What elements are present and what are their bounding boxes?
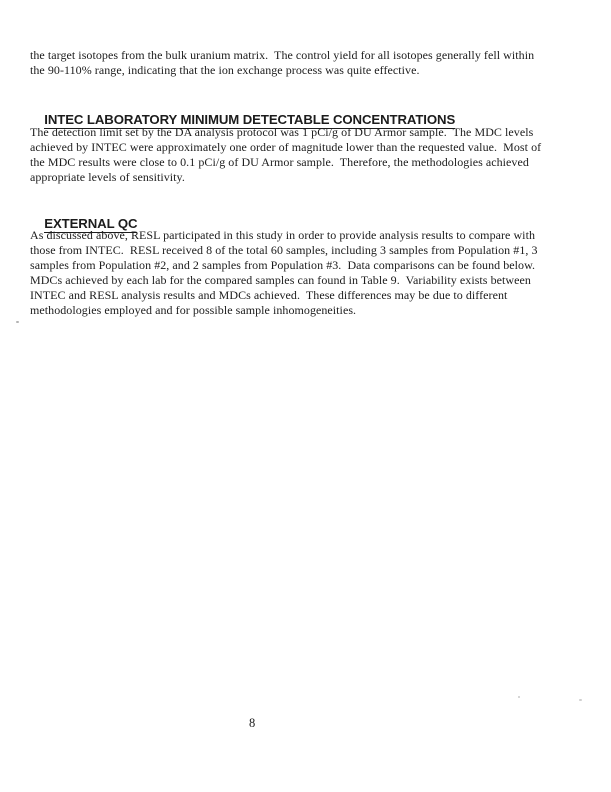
text-line: the target isotopes from the bulk uranium matrix. The control yield for all isotopes generally fell within <box>30 48 535 62</box>
text-line: the MDC results were close to 0.1 pCi/g of DU Armor sample. Therefore, the methodologies achieved <box>30 154 529 169</box>
paragraph-intro <box>30 48 590 78</box>
text-line: MDCs achieved by each lab for the compared samples can found in Table 9. Variability exists between <box>30 272 531 287</box>
heading-intec-mdc-text: INTEC LABORATORY MINIMUM DETECTABLE CONCENTRATIONS <box>44 112 456 127</box>
text-line: As discussed above, RESL participated in this study in order to provide analysis results to compare with <box>30 228 535 242</box>
paragraph-external-qc <box>30 228 590 317</box>
scan-speck <box>518 696 520 698</box>
scan-speck <box>16 321 19 323</box>
text-line: methodologies employed and for possible sample inhomogeneities. <box>30 302 357 317</box>
paragraph-mdc <box>30 125 590 185</box>
scan-speck <box>579 699 582 701</box>
text-line: INTEC and RESL analysis results and MDCs achieved. These differences may be due to different <box>30 287 508 302</box>
text-line: achieved by INTEC were approximately one order of magnitude lower than the requested value. Most of <box>30 139 542 154</box>
text-line: samples from Population #2, and 2 samples from Population #3. Data comparisons can be found below. <box>30 257 536 272</box>
text-line: appropriate levels of sensitivity. <box>30 169 185 184</box>
text-line: the 90-110% range, indicating that the ion exchange process was quite effective. <box>30 62 420 77</box>
page-number: 8 <box>249 716 256 730</box>
text-line: those from INTEC. RESL received 8 of the total 60 samples, including 3 samples from Population #1, 3 <box>30 242 538 257</box>
heading-external-qc-text: EXTERNAL QC <box>44 216 138 231</box>
text-line: The detection limit set by the DA analysis protocol was 1 pCi/g of DU Armor sample. The MDC levels <box>30 125 534 139</box>
